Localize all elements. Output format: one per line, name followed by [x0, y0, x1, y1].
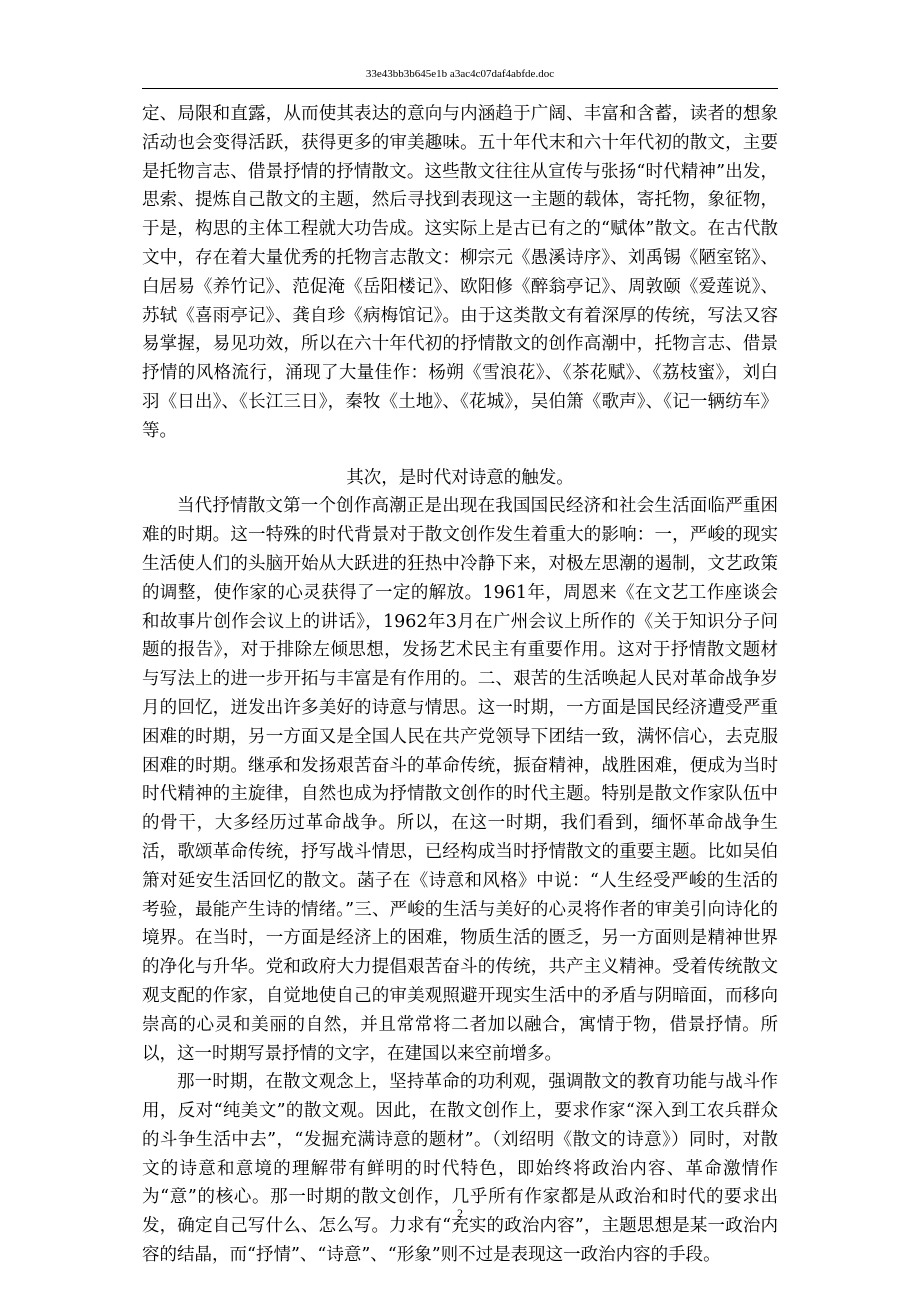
paragraph-3: 那一时期，在散文观念上，坚持革命的功利观，强调散文的教育功能与战斗作用，反对“纯美文”的散文观。因此，在散文创作上，要求作家“深入到工农兵群众的斗争生活中去”，“发掘充满诗意的题材”。（刘绍明《散文的诗意》）同时，对散文的诗意和意境的理解带有鲜明的时代特色，即始终将政治内容、革命激情作为“意”的核心。那一时期的散文创作，几乎所有作家都是从政治和时代的要求出发，确定自己写什么、怎么写。力求有“充实的政治内容”，主题思想是某一政治内容的结晶，而“抒情”、“诗意”、“形象”则不过是表现这一政治内容的手段。 [142, 1072, 778, 1266]
page-body [142, 100, 778, 1270]
section-heading: 其次，是时代对诗意的触发。 [346, 467, 574, 488]
page-header [142, 64, 778, 89]
header-filename: 33e43bb3b645e1b a3ac4c07daf4abfde.doc [365, 68, 555, 80]
page-number: 2 [457, 1206, 463, 1220]
paragraph-2: 当代抒情散文第一个创作高潮正是出现在我国国民经济和社会生活面临严重困难的时期。这一特殊的时代背景对于散文创作发生着重大的影响：一，严峻的现实生活使人们的头脑开始从大跃进的狂热中冷静下来，对极左思潮的遏制，文艺政策的调整，使作家的心灵获得了一定的解放。1961年，周恩来《在文艺工作座谈会和故事片创作会议上的讲话》，1962年3月在广州会议上所作的《关于知识分子问题的报告》，对于排除左倾思想，发扬艺术民主有重要作用。这对于抒情散文题材与写法上的进一步开拓与丰富是有作用的。二、艰苦的生活唤起人民对革命战争岁月的回忆，迸发出许多美好的诗意与情思。这一时期，一方面是国民经济遭受严重困难的时期，另一方面又是全国人民在共产党领导下团结一致，满怀信心，去克服困难的时期。继承和发扬艰苦奋斗的革命传统，振奋精神，战胜困难，便成为当时时代精神的主旋律，自然也成为抒情散文创作的时代主题。特别是散文作家队伍中的骨干，大多经历过革命战争。所以，在这一时期，我们看到，缅怀革命战争生活，歌颂革命传统，抒写战斗情思，已经构成当时抒情散文的重要主题。比如吴伯箫对延安生活回忆的散文。菡子在《诗意和风格》中说：“人生经受严峻的生活的考验，最能产生诗的情绪。”三、严峻的生活与美好的心灵将作者的审美引向诗化的境界。在当时，一方面是经济上的困难，物质生活的匮乏，另一方面则是精神世界的净化与升华。党和政府大力提倡艰苦奋斗的传统，共产主义精神。受着传统散文观支配的作家，自觉地使自己的审美观照避开现实生活中的矛盾与阴暗面，而移向崇高的心灵和美丽的自然，并且常常将二者加以融合，寓情于物，借景抒情。所以，这一时期写景抒情的文字，在建国以来空前增多。 [142, 496, 778, 1064]
paragraph-1: 定、局限和直露，从而使其表达的意向与内涵趋于广阔、丰富和含蓄，读者的想象活动也会变得活跃，获得更多的审美趣味。五十年代末和六十年代初的散文，主要是托物言志、借景抒情的抒情散文。这些散文往往从宣传与张扬“时代精神”出发，思索、提炼自己散文的主题，然后寻找到表现这一主题的载体，寄托物，象征物，于是，构思的主体工程就大功告成。这实际上是古已有之的“赋体”散文。在古代散文中，存在着大量优秀的托物言志散文：柳宗元《愚溪诗序》、刘禹锡《陋室铭》、白居易《养竹记》、范促淹《岳阳楼记》、欧阳修《醉翁亭记》、周敦颐《爱莲说》、苏轼《喜雨亭记》、龚自珍《病梅馆记》。由于这类散文有着深厚的传统，写法又容易掌握，易见功效，所以在六十年代初的抒情散文的创作高潮中，托物言志、借景抒情的风格流行，涌现了大量佳作：杨朔《雪浪花》、《茶花赋》、《荔枝蜜》，刘白羽《日出》、《长江三日》，秦牧《土地》、《花城》，吴伯箫《歌声》、《记一辆纺车》等。 [142, 104, 778, 441]
